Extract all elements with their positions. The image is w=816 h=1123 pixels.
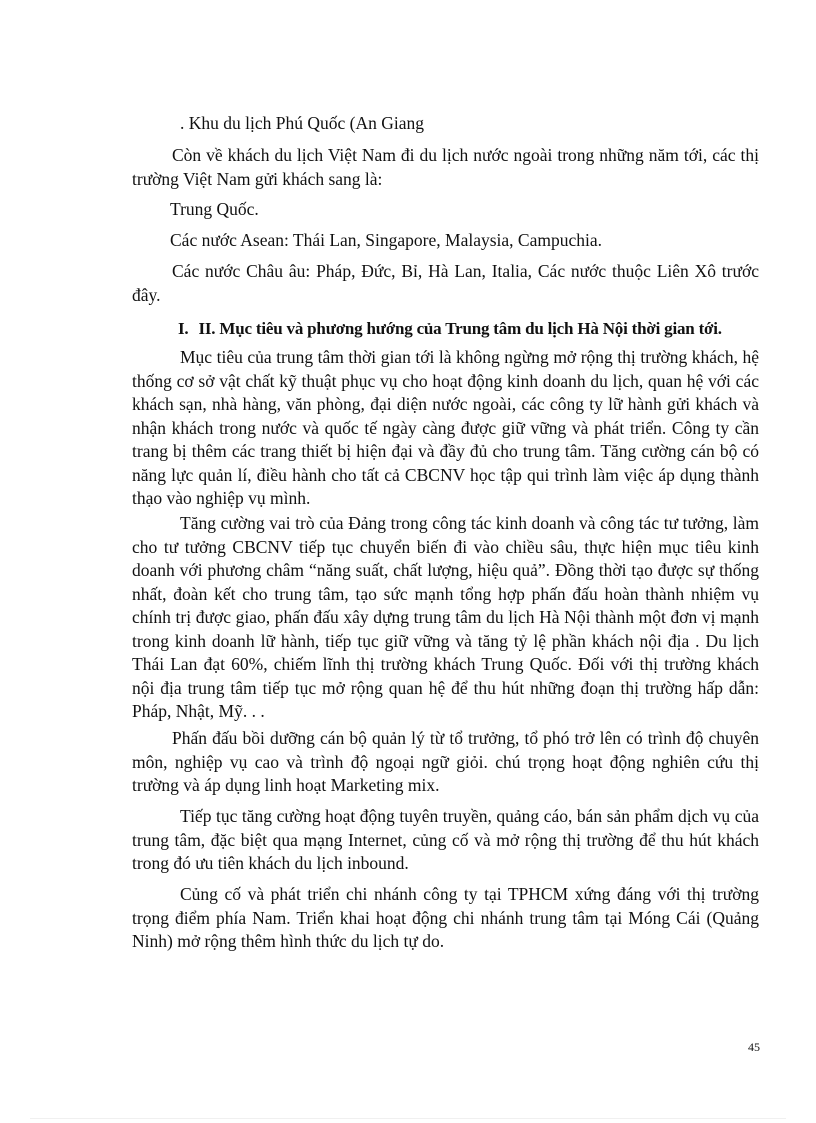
section-heading-text: II. Mục tiêu và phương hướng của Trung tâm du lịch Hà Nội thời gian tới. — [198, 319, 722, 338]
section-heading — [178, 317, 778, 340]
paragraph-tiep-tuc-tang-cuong: Tiếp tục tăng cường hoạt động tuyên truyền, quảng cáo, bán sản phẩm dịch vụ của trung tâm, đặc biệt qua mạng Internet, củng cố và mở rộng thị trường để thu hút khách trong đó ưu tiên khách du lịch inbound. — [132, 806, 759, 873]
paragraph-tang-cuong-vai-tro: Tăng cường vai trò của Đảng trong công tác kinh doanh và công tác tư tưởng, làm cho tư tưởng CBCNV tiếp tục chuyển biến đi vào chiều sâu, thực hiện mục tiêu kinh doanh với phương châm “năng suất, chất lượng, hiệu quả”. Đồng thời tạo được sự thống nhất, đoàn kết cho trung tâm, tạo sức mạnh tổng hợp phấn đấu hoàn thành nhiệm vụ chính trị được giao, phấn đấu xây dựng trung tâm du lịch Hà Nội thành một đơn vị mạnh trong kinh doanh lữ hành, tiếp tục giữ vững và tăng tỷ lệ phần khách nội địa . Du lịch Thái Lan đạt 60%, chiếm lĩnh thị trường khách Trung Quốc. Đối với thị trường khách nội địa trung tâm tiếp tục mở rộng quan hệ để thu hút những đoạn thị trường hấp dẫn: Pháp, Nhật, Mỹ. . . — [132, 513, 759, 721]
paragraph-muc-tieu: Mục tiêu của trung tâm thời gian tới là không ngừng mở rộng thị trường khách, hệ thống cơ sở vật chất kỹ thuật phục vụ cho hoạt động kinh doanh du lịch, quan hệ với các khách sạn, nhà hàng, văn phòng, đại diện nước ngoài, các công ty lữ hành gửi khách và nhận khách trong nước và quốc tế ngày càng được giữ vững và phát triển. Công ty cần trang bị thêm các trang thiết bị hiện đại và đầy đủ cho trung tâm. Tăng cường cán bộ có năng lực quản lí, điều hành cho tất cả CBCNV học tập qui trình làm việc áp dụng thành thạo vào nghiệp vụ mình. — [132, 347, 759, 508]
paragraph-khach-viet-nam: Còn về khách du lịch Việt Nam đi du lịch nước ngoài trong những năm tới, các thị trường Việt Nam gửi khách sang là: — [132, 145, 759, 189]
paragraph-cung-co-phat-trien: Củng cố và phát triển chi nhánh công ty tại TPHCM xứng đáng với thị trường trọng điểm phía Nam. Triển khai hoạt động chi nhánh trung tâm tại Móng Cái (Quảng Ninh) mở rộng thêm hình thức du lịch tự do. — [132, 884, 759, 951]
line-cac-nuoc-chau-au: Các nước Châu âu: Pháp, Đức, Bỉ, Hà Lan, Italia, Các nước thuộc Liên Xô trước đây. — [132, 261, 759, 305]
line-trung-quoc: Trung Quốc. — [170, 199, 259, 219]
line-cac-nuoc-asean: Các nước Asean: Thái Lan, Singapore, Malaysia, Campuchia. — [170, 230, 602, 250]
page-number: 45 — [748, 1040, 760, 1054]
page-bottom-divider — [30, 1118, 786, 1119]
paragraph-phan-dau-boi-duong: Phấn đấu bồi dưỡng cán bộ quản lý từ tổ trưởng, tổ phó trở lên có trình độ chuyên môn, nghiệp vụ cao và trình độ ngoại ngữ giỏi. chú trọng hoạt động nghiên cứu thị trường và áp dụng linh hoạt Marketing mix. — [132, 728, 759, 795]
section-heading-number: I. — [178, 319, 189, 338]
line-khu-du-lich: . Khu du lịch Phú Quốc (An Giang — [180, 113, 425, 133]
